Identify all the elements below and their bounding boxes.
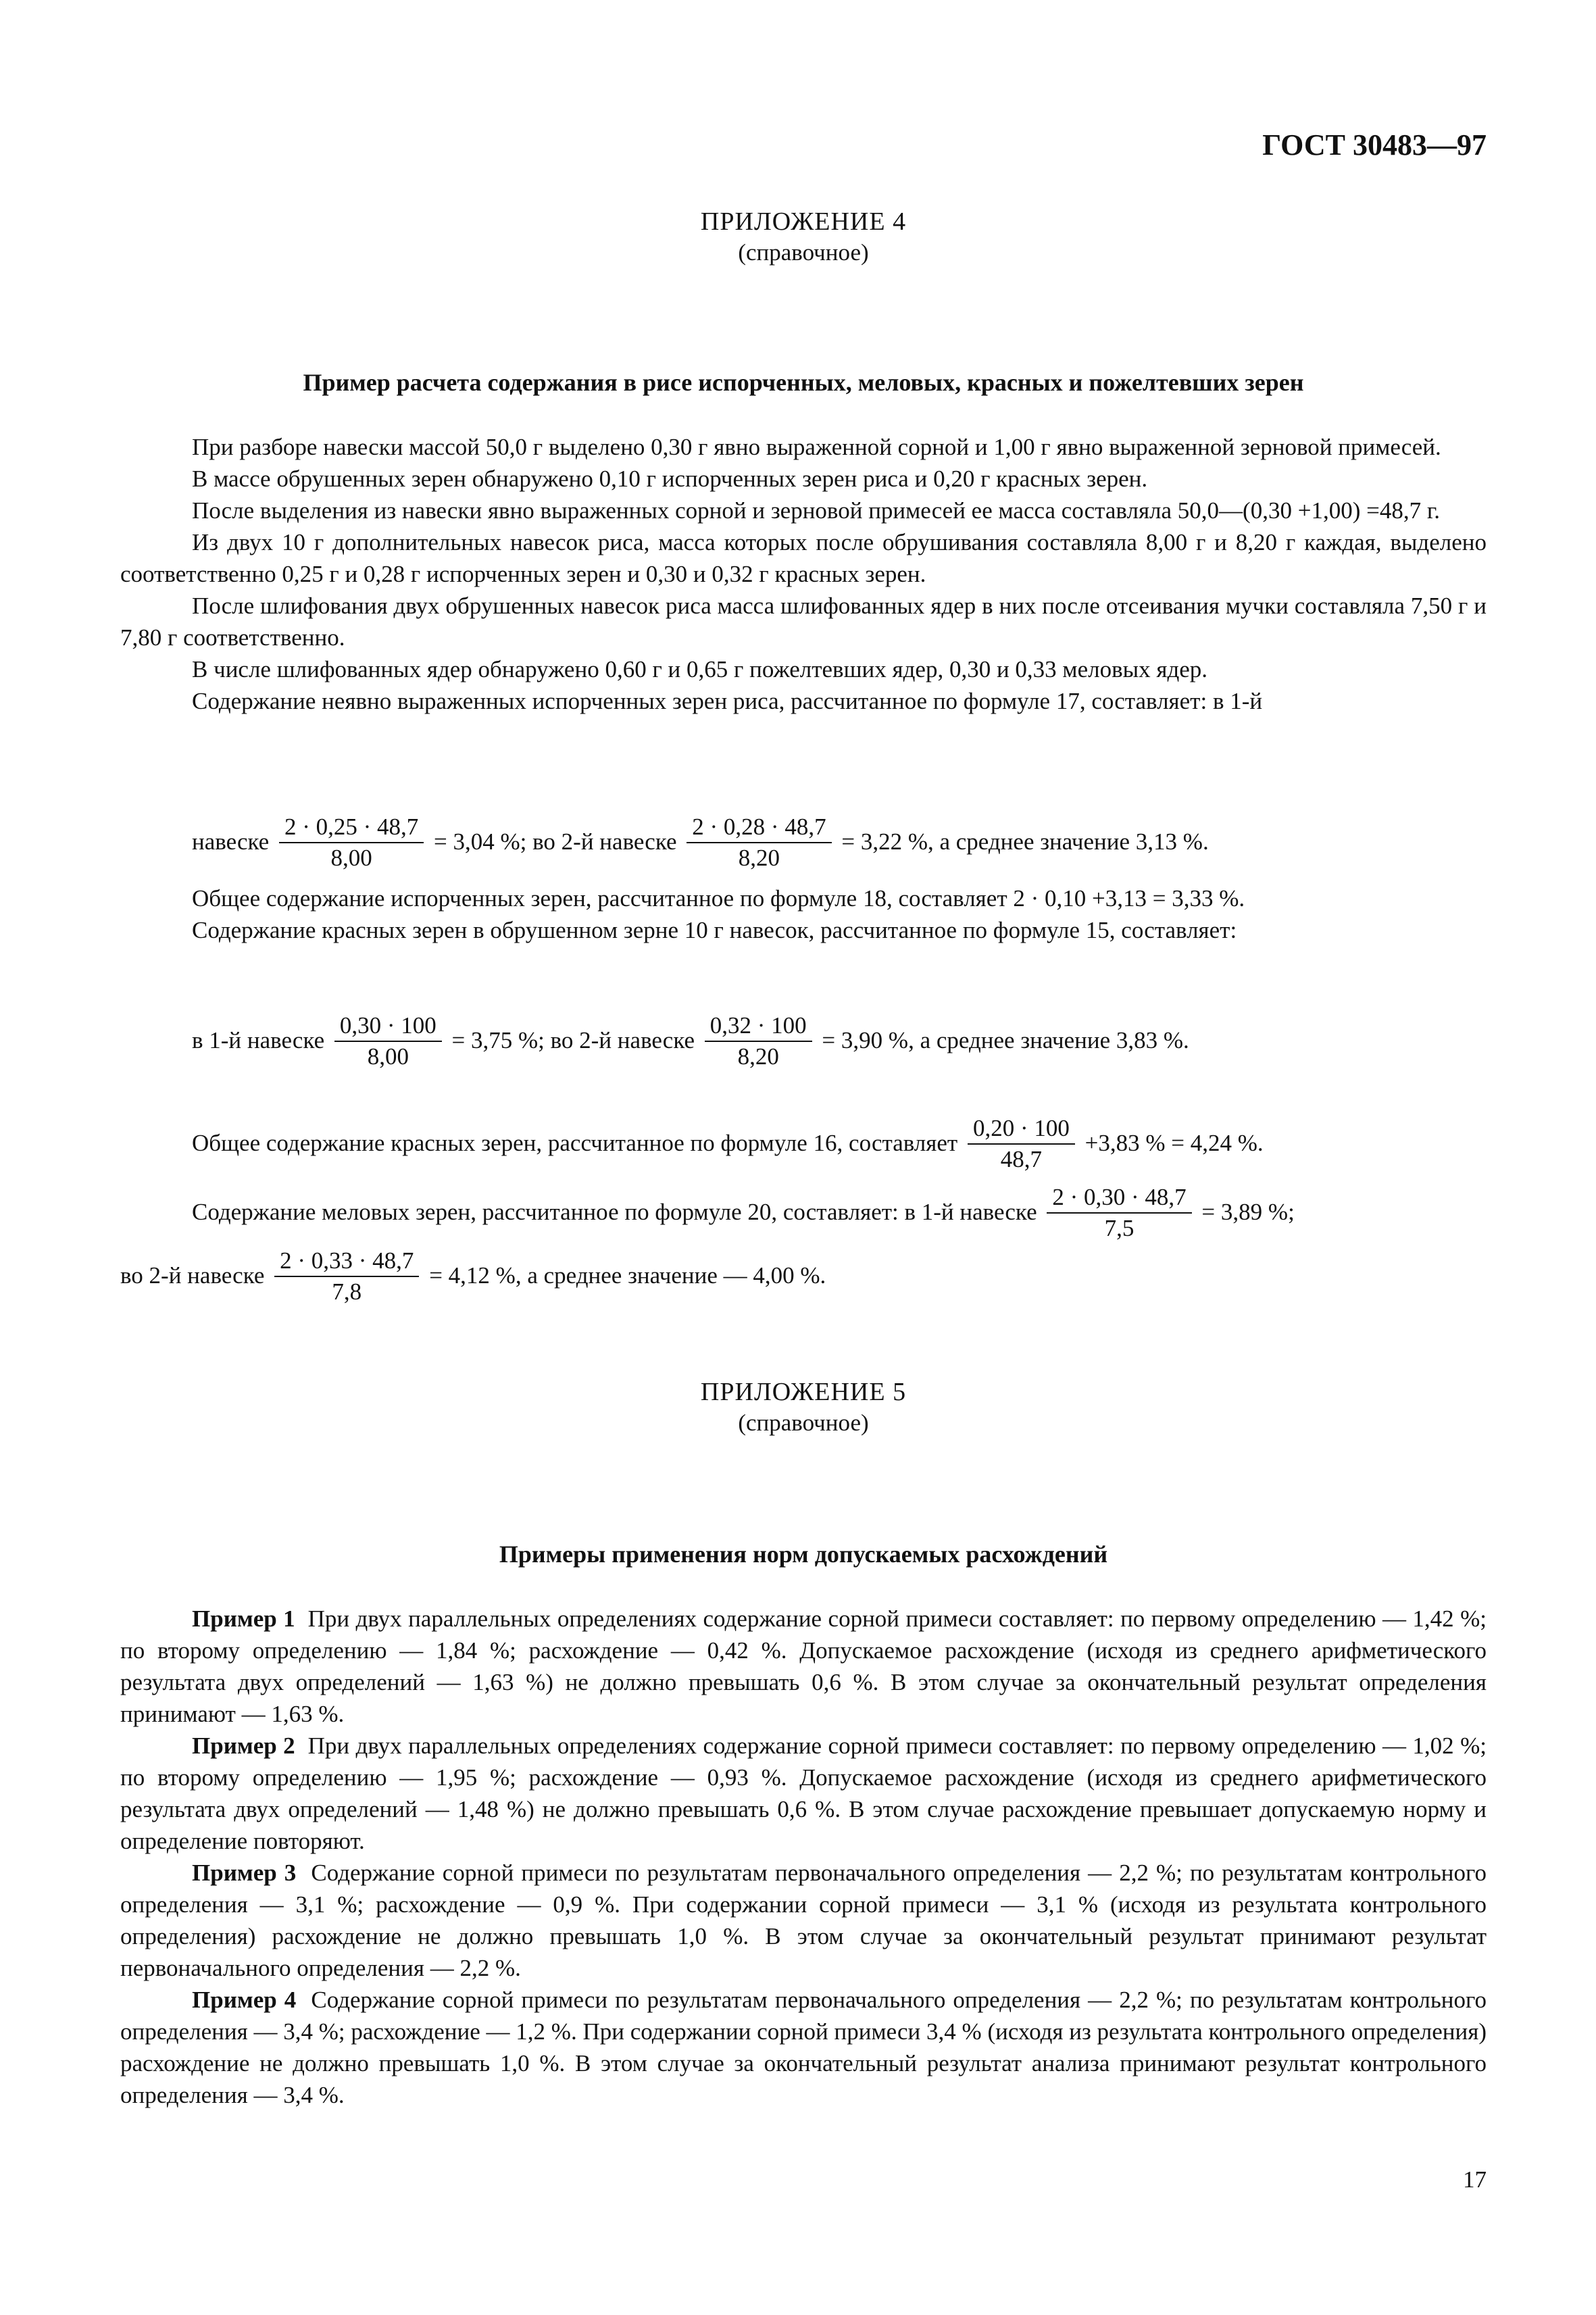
fraction bbox=[968, 1114, 1075, 1174]
equation-total-red bbox=[120, 1108, 1558, 1178]
appendix-5-heading bbox=[120, 1376, 1487, 1438]
example-paragraph bbox=[120, 1603, 1487, 1730]
paragraph: В массе обрушенных зерен обнаружено 0,10 г испорченных зерен риса и 0,20 г красных зерен. bbox=[192, 466, 1148, 492]
denominator: 7,8 bbox=[332, 1278, 362, 1305]
eq-text: = 3,75 %; во 2-й навеске bbox=[451, 1027, 695, 1053]
equation-spoiled-grains bbox=[120, 807, 1558, 877]
eq-text: = 4,12 %, а среднее значение — 4,00 %. bbox=[429, 1262, 826, 1289]
paragraph: При разборе навески массой 50,0 г выделено 0,30 г явно выраженной сорной и 1,00 г явно выраженной зерновой примесей. bbox=[192, 434, 1441, 460]
paragraph: После выделения из навески явно выраженных сорной и зерновой примесей ее масса составляла 50,0—(0,30 +1,00) =48,7 г. bbox=[192, 497, 1441, 524]
example-text: При двух параллельных определениях содержание сорной примеси составляет: по первому определению — 1,02 %; по второму определению — 1,95 %; расхождение — 0,93 %. Допускаемое расхождение (исходя из среднего арифметического результата двух определений — 1,48 %) не должно превышать 0,6 %. В этом случае расхождение превышает допускаемую норму и определение повторяют. bbox=[120, 1733, 1487, 1854]
eq-text: = 3,89 %; bbox=[1201, 1199, 1295, 1225]
example-label: Пример 1 bbox=[192, 1605, 295, 1632]
appendix-4-label: ПРИЛОЖЕНИЕ 4 bbox=[700, 207, 907, 236]
standard-code: ГОСТ 30483—97 bbox=[1262, 128, 1487, 161]
appendix-5-examples bbox=[120, 1603, 1487, 2111]
page-number: 17 bbox=[1463, 2166, 1487, 2193]
equation-chalky-2 bbox=[120, 1241, 1487, 1311]
example-paragraph bbox=[120, 1857, 1487, 1984]
fraction bbox=[1047, 1183, 1191, 1243]
fraction bbox=[705, 1011, 812, 1072]
example-label: Пример 2 bbox=[192, 1733, 295, 1759]
fraction bbox=[279, 812, 424, 873]
example-text: При двух параллельных определениях содержание сорной примеси составляет: по первому определению — 1,42 %; по второму определению — 1,84 %; расхождение — 0,42 %. Допускаемое расхождение (исходя из среднего арифметического результата двух определений — 1,63 %) не должно превышать 0,6 %. В этом случае за окончательный результат определения принимают — 1,63 %. bbox=[120, 1605, 1487, 1727]
fraction bbox=[687, 812, 831, 873]
example-label: Пример 3 bbox=[192, 1860, 297, 1886]
eq-text: в 1-й навеске bbox=[192, 1027, 325, 1053]
equation-chalky-1 bbox=[120, 1177, 1558, 1247]
example-paragraph bbox=[120, 1730, 1487, 1857]
numerator: 2 · 0,25 · 48,7 bbox=[279, 812, 424, 843]
eq-text: Общее содержание красных зерен, рассчитанное по формуле 16, составляет bbox=[192, 1130, 958, 1156]
numerator: 2 · 0,33 · 48,7 bbox=[274, 1246, 419, 1277]
equation-red-grains bbox=[120, 1005, 1558, 1076]
eq-text: +3,83 % = 4,24 %. bbox=[1084, 1130, 1264, 1156]
paragraph: Из двух 10 г дополнительных навесок риса, масса которых после обрушивания составляла 8,00 г и 8,20 г каждая, выделено соответственно 0,25 г и 0,28 г испорченных зерен и 0,30 и 0,32 г красных зерен. bbox=[120, 529, 1487, 587]
appendix-5-label: ПРИЛОЖЕНИЕ 5 bbox=[700, 1378, 907, 1406]
paragraph: Содержание неявно выраженных испорченных зерен риса, рассчитанное по формуле 17, составляет: в 1-й bbox=[192, 688, 1263, 714]
eq-text: навеске bbox=[192, 828, 270, 855]
appendix-5-kind: (справочное) bbox=[738, 1410, 869, 1436]
document-page bbox=[120, 0, 1487, 2315]
denominator: 8,20 bbox=[738, 844, 780, 871]
fraction bbox=[274, 1246, 419, 1307]
paragraph: После шлифования двух обрушенных навесок риса масса шлифованных ядер в них после отсеивания мучки составляла 7,50 г и 7,80 г соответственно. bbox=[120, 593, 1487, 651]
numerator: 0,30 · 100 bbox=[334, 1011, 442, 1042]
example-text: Содержание сорной примеси по результатам первоначального определения — 2,2 %; по результатам контрольного определения — 3,1 %; расхождение — 0,9 %. При содержании сорной примеси — 3,1 % (исходя из результата контрольного определения) расхождение не должно превышать 1,0 %. В этом случае за окончательный результат принимают результат первоначального определения — 2,2 %. bbox=[120, 1860, 1487, 1981]
appendix-4-heading bbox=[120, 205, 1487, 268]
numerator: 0,32 · 100 bbox=[705, 1011, 812, 1042]
paragraph: В числе шлифованных ядер обнаружено 0,60 г и 0,65 г пожелтевших ядер, 0,30 и 0,33 меловых ядер. bbox=[192, 656, 1208, 682]
appendix-5-title: Примеры применения норм допускаемых расхождений bbox=[499, 1541, 1108, 1568]
appendix-4-kind: (справочное) bbox=[738, 239, 869, 266]
appendix-4-body bbox=[120, 431, 1487, 717]
eq-text: = 3,22 %, а среднее значение 3,13 %. bbox=[841, 828, 1209, 855]
appendix-4-body-continued bbox=[120, 882, 1487, 946]
eq-text: Содержание меловых зерен, рассчитанное по формуле 20, составляет: в 1-й навеске bbox=[192, 1199, 1037, 1225]
example-label: Пример 4 bbox=[192, 1987, 297, 2013]
numerator: 2 · 0,28 · 48,7 bbox=[687, 812, 831, 843]
denominator: 48,7 bbox=[1000, 1145, 1043, 1172]
paragraph: Общее содержание испорченных зерен, рассчитанное по формуле 18, составляет 2 · 0,10 +3,13 = 3,33 %. bbox=[192, 885, 1245, 912]
paragraph: Содержание красных зерен в обрушенном зерне 10 г навесок, рассчитанное по формуле 15, составляет: bbox=[192, 917, 1237, 943]
appendix-4-title: Пример расчета содержания в рисе испорченных, меловых, красных и пожелтевших зерен bbox=[303, 369, 1304, 396]
example-text: Содержание сорной примеси по результатам первоначального определения — 2,2 %; по результатам контрольного определения — 3,4 %; расхождение — 1,2 %. При содержании сорной примеси 3,4 % (исходя из результата контрольного определения) расхождение не должно превышать 1,0 %. В этом случае за окончательный результат анализа принимают результат контрольного определения — 3,4 %. bbox=[120, 1987, 1487, 2108]
numerator: 0,20 · 100 bbox=[968, 1114, 1075, 1145]
numerator: 2 · 0,30 · 48,7 bbox=[1047, 1183, 1191, 1214]
eq-text: = 3,04 %; во 2-й навеске bbox=[434, 828, 677, 855]
denominator: 8,20 bbox=[737, 1043, 779, 1070]
denominator: 8,00 bbox=[330, 844, 372, 871]
denominator: 7,5 bbox=[1104, 1214, 1134, 1241]
eq-text: = 3,90 %, а среднее значение 3,83 %. bbox=[822, 1027, 1189, 1053]
fraction bbox=[334, 1011, 442, 1072]
eq-text: во 2-й навеске bbox=[120, 1262, 265, 1289]
example-paragraph bbox=[120, 1984, 1487, 2111]
denominator: 8,00 bbox=[367, 1043, 409, 1070]
